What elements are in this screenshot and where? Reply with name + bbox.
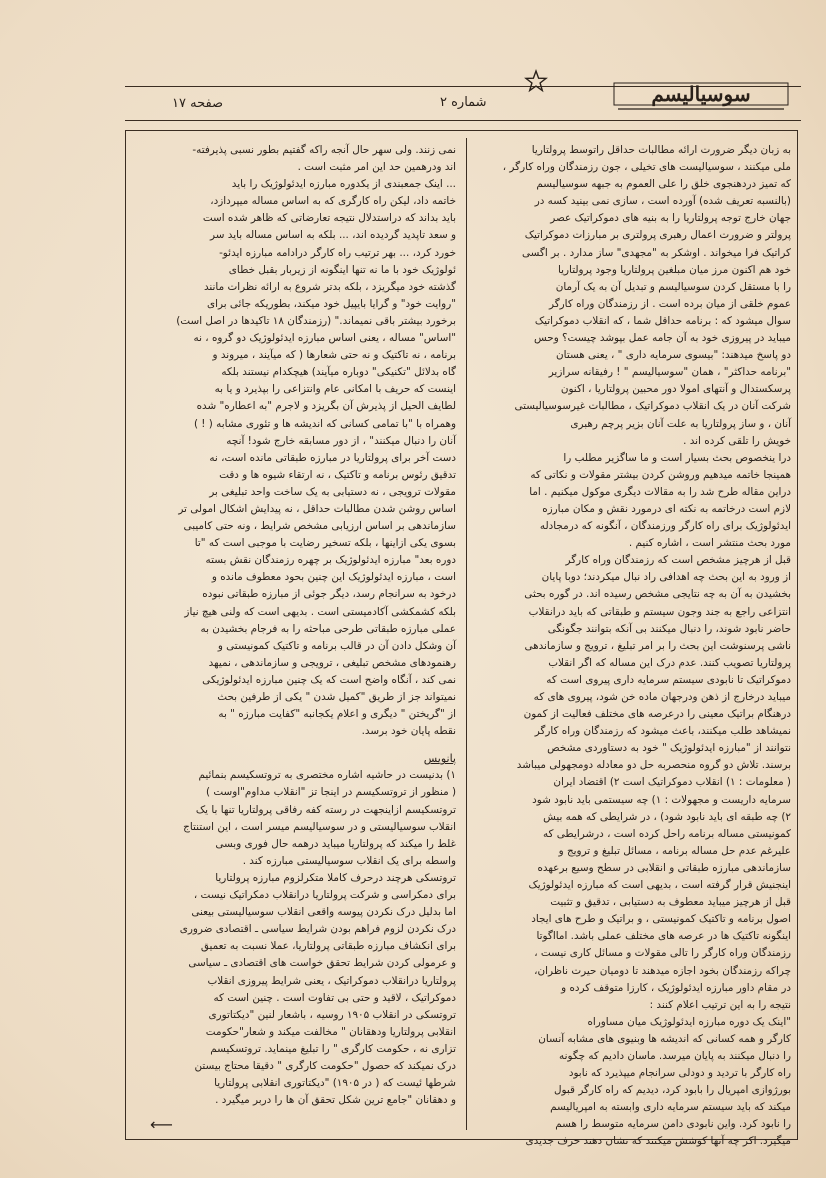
text-line: درا ینخصوص بحث بسیار است و ما ساگزیر مطلب را bbox=[563, 451, 791, 464]
text-line: علیرغم عدم حل مساله برنامه ، مسائل تبلیغ و ترویج و bbox=[558, 844, 791, 857]
text-line: بورژوازی امپریال را بابود کرد، دیدیم که راه کارگر قبول bbox=[554, 1084, 791, 1097]
text-line: پرولتر و ضرورت اعمال رهبری پرولتری بر مبارزات دموکراتیک bbox=[524, 229, 791, 242]
footnote-line: درک نکردن لزوم فراهم بودن شرایط سیاسی ـ اقتصادی ضروری bbox=[179, 923, 456, 936]
text-line: را نابود کرد. واین نابودی دامن سرمایه متوسط را هسم bbox=[555, 1118, 791, 1131]
text-line: لطایف الحیل از پذیرش آن بگریزد و لاجرم "به اعطاره" شده bbox=[196, 400, 456, 413]
text-line: انتزاعی راجع به جند وجون سیستم و طبقاتی که باید درانقلاب bbox=[528, 605, 791, 618]
footnote-line: ۱) بدنیست در حاشیه اشاره مختصری به تروتسکیسم بنمائیم bbox=[198, 769, 456, 782]
text-line: برخورد بیشتر باقی نمیماند." (رزمندگان ۱۸ تاکیدها در اصل است) bbox=[176, 314, 456, 327]
footnote-line: شرطها ئیست که ( در ۱۹۰۵) "دیکتاتوری انقلابی پرولتاریا bbox=[214, 1077, 456, 1090]
text-line: میباید در پیروزی خود به آن جامه عمل بپوشد چیست؟ وحس bbox=[534, 332, 791, 345]
text-line: سازماندهی مبارزه طبقاتی و انقلابی در سطح وسیع برعهده bbox=[537, 861, 791, 874]
text-line: برنامه ، نه تاکتیک و نه حتی شعارها ( که میآیند ، میروند و bbox=[212, 349, 456, 362]
text-line: بسوی یکی ازاینها ، بلکه تسخیر رضایت با موجبی است که "تا bbox=[194, 537, 456, 550]
text-line: ( معلومات : ۱) انقلاب دموکراتیک است ۲) اقتضاد ایران bbox=[553, 776, 791, 789]
text-line: اینجنیش قرار گرفته است ، بدیهی است که مبارزه ایدئولوژیک bbox=[528, 879, 791, 892]
text-line: رزمندگان وراه کارگر را تالی مقولات و مسائل کاری نیست ، bbox=[534, 947, 791, 960]
text-line: آنان را دنبال میکنند" ، از دور مسابقه خارج شود! آنچه bbox=[226, 434, 456, 447]
text-line: نتیجه را به این ترتیب اعلام کنند : bbox=[649, 998, 791, 1011]
text-line: میکند که باید سیستم سرمایه داری وابسته به امپریالیسم bbox=[550, 1101, 791, 1114]
text-line: چراکه رزمندگان بخود اجازه میدهند تا دومیان حیرت ناظران، bbox=[534, 964, 791, 977]
text-line: "اینک یک دوره مبارزه ایدئولوژیک میان مساوراه bbox=[587, 1015, 791, 1028]
text-line: است ، مبارزه ایدئولوژیک این چنین بحود معطوف مانده و bbox=[211, 571, 456, 584]
text-line: بلکه کشمکشی آکادمیستی است . بدیهی است که ولنی هیچ نیاز bbox=[184, 605, 456, 618]
text-line: از ورود به این بحث چه اهدافی راد نبال میکردند؛ دوبا پایان bbox=[541, 571, 791, 584]
text-line: میگیرد. اکر چه آنها کوشش میکنند که نشان دهند حرف جدیدی bbox=[525, 1135, 791, 1148]
text-line: درخود به سرانجام رسد، دیگر جوئی از مبارزه طبقاتی نبوده bbox=[202, 588, 456, 601]
footnote-line: تروتسکی در انقلاب ۱۹۰۵ روسیه ، باشعار لنین "دیکتاتوری bbox=[208, 1008, 456, 1021]
text-line: را دنبال میکنند به پایان میرسد. ماسان دادیم که چگونه bbox=[559, 1049, 791, 1062]
text-line: که تمیز دردهنجوی خلق را علی العموم به جبهه سوسیالیسم bbox=[536, 178, 791, 191]
text-line: حاضر نابود شوند، را دنبال میکنند بی آنکه بتوانند جگونگی bbox=[547, 622, 791, 635]
footnotes-heading: پانویس bbox=[423, 752, 456, 766]
text-line: خود هم اکنون مرز میان مبلغین پرولتاریا وجود پرولتاریا bbox=[557, 263, 791, 276]
text-line: و سعد تاپدید گردیده اند، ... بلکه به اساس مساله باید سر bbox=[210, 229, 456, 242]
text-line: نمی کند ، آنگاه واضح است که یک چنین مبارزه ایدئولوژیکی bbox=[202, 673, 456, 686]
text-line: لازم است درخاتمه به نکته ای درمورد نقش و مکان مبارزه bbox=[542, 502, 791, 515]
text-line: آنان ، و ساز پرولتاریا به علت آنان بزیر پرچم رهبری bbox=[570, 417, 791, 430]
text-line: باید بداند که دراستدلال نتیجه تعارضاتی که ظاهر شده است bbox=[202, 212, 456, 225]
text-line: رهنمودهای مشخص تبلیغی ، ترویجی و سازماندهی ، نمیهد bbox=[208, 656, 456, 669]
column-divider bbox=[466, 138, 467, 1130]
text-line: سرمایه داریست و مجهولات : ۱) چه سیستمی باید نابود شود bbox=[532, 793, 791, 806]
text-line: دوره بعد" مبارزه ایدئولوژیک بر چهره رزمندگان نقش بسته bbox=[205, 554, 456, 567]
text-line: ایدئولوژیک برای راه کارگر ورزمندگان ، آنگونه که درمجادله bbox=[539, 520, 791, 533]
footnote-line: و دهقانان "جامع ترین شکل تحقق آن ها را دربر میگیرد . bbox=[215, 1094, 456, 1107]
text-line: مورد بحث منتشر است ، اشاره کنیم . bbox=[628, 537, 791, 550]
text-line: پرسکستدال و آنتهای امولا دور محبین پرولتاریا ، اکنون bbox=[560, 383, 791, 396]
text-line: سوال میشود که : برنامه حداقل شما ، که انقلاب دموکراتیک bbox=[534, 314, 791, 327]
text-line: ئولوژیک خود با ما نه تنها اینگونه از زیربار بقبل خطای bbox=[228, 263, 456, 276]
footnote-line: انقلاب سوسیالیستی و در سوسیالیسم میسر است ، این استنتاج bbox=[183, 820, 456, 833]
text-line: پرولتاریا تصویب کنند. عدم درک این مساله که اگر انقلاب bbox=[548, 656, 791, 669]
footnote-line: تروتسکی هرچند درحرف کاملا متکرلزوم مبارزه پرولتاریا bbox=[215, 871, 456, 884]
text-line: راه کارگر با تردید و دودلی سرانجام میپذیرد که نابود bbox=[568, 1067, 791, 1080]
footnote-line: درک نمیکند که حصول "حکومت کارگری " دقیقا محتاج بیستن bbox=[194, 1059, 456, 1072]
text-line: دموکراتیک تا نابودی سیستم سرمایه داری پیروی است که bbox=[546, 673, 791, 686]
text-line: "روایت خود" و گرایا بایپیل خود میکند، بطوریکه جائی برای bbox=[206, 297, 456, 310]
text-line: کارگر و همه کسانی که اندیشه ها وبنیوی های مشابه آنسان bbox=[538, 1032, 791, 1045]
text-line: نقطه پایان خود برسد. bbox=[361, 725, 456, 738]
text-line: همینجا خاتمه میدهیم وروشن کردن بیشتر مقولات و نکاتی که bbox=[530, 468, 791, 481]
text-line: کراتیک فرا میخواند . اوشکر به "مجهدی" ساز مدارد . بر اگسی bbox=[521, 246, 791, 259]
right-column bbox=[477, 142, 791, 1148]
left-column bbox=[134, 142, 456, 1132]
footnote-line: تروتسکیسم ازاینجهت در رسته کفه رفاقی پرولتاریا تنها با یک bbox=[195, 803, 456, 816]
text-line: ۲) چه طبقه ای باید نابود شود) ، در شرایطی که همه بیش bbox=[543, 810, 791, 823]
text-line: خاتمه داد، لیکن راه کارگری که به اساس مساله میپردازد، bbox=[210, 195, 456, 208]
text-line: اینگونه تاکتیک ها در عرصه های مختلف عملی باشد. امااگوتا bbox=[536, 930, 791, 943]
header-rule-bottom bbox=[125, 120, 801, 121]
footnote-line: و عرمولی کردن شرایط تحقق خواست های اقتصادی ـ سیاسی bbox=[188, 957, 456, 970]
footnote-line: تزاری نه ، حکومت کارگری " را تبلیغ مینماید. تروتسکیسم bbox=[210, 1042, 456, 1055]
text-line: قبل از هرچیز مشخص است که رزمندگان وراه کارگر bbox=[565, 554, 791, 567]
text-line: اینست که حریف با امکانی عام وانتزاعی را بپذیرد و یا به bbox=[214, 383, 456, 396]
text-line: از "گریختن " دیگری و اعلام یکجانبه "کفایت مبارزه " به bbox=[218, 708, 456, 721]
text-line: کمونیستی مساله برنامه راحل کرده است ، درشرایطی که bbox=[542, 827, 791, 840]
text-line: خویش را تلقی کرده اند . bbox=[683, 434, 791, 447]
text-line: ملی میکنند ، سوسیالیست های تخیلی ، جون رزمندگان وراه کارگر ، bbox=[502, 161, 791, 174]
text-line: دست آخر برای پرولتاریا در مبارزه طبقاتی مانده است، نه bbox=[209, 451, 456, 464]
masthead-logo bbox=[612, 69, 790, 117]
text-line: (بالنسبه تعریف شده) آورده است ، سازی نمی بینید کسه در bbox=[534, 195, 791, 208]
text-line: نمیشاهد طلب میکنند، باعث میشود که رزمندگان وراه کارگر bbox=[534, 725, 791, 738]
text-line: در مقام داور مبارزه ایدئولوژیک ، کارزا متوقف کرده و bbox=[561, 981, 791, 994]
issue-number: شماره ۲ bbox=[440, 95, 487, 110]
text-line: دو پاسخ میدهند: "بیسوی سرمایه داری " ، یعنی هستان bbox=[556, 349, 791, 362]
star-icon bbox=[525, 70, 547, 92]
text-line: نتوانند از "مبارزه ایدئولوژیک " خود به دستاوردی مشخص bbox=[547, 742, 791, 755]
text-line: را با مستقل کردن سوسیالیسم و تبدیل آن به یک آرمان bbox=[555, 280, 791, 293]
text-line: درهنگام براتیک معینی را درعرصه های مختلف فعالیت از کمون bbox=[523, 708, 791, 721]
text-line: خورد کرد، ... بهر ترتیب راه کارگر درادامه مبارزه ایدئو- bbox=[219, 246, 456, 259]
text-line: گاه بدلائل "تکنیکی" دوباره میآیند) هیچکدام نیستند بلکه bbox=[221, 366, 456, 379]
footnote-line: انقلابی پرولتاریا ودهقانان " مخالفت میکند و شعار"حکومت bbox=[205, 1025, 456, 1038]
text-line: وهمراه با "با تمامی کسانی که اندیشه ها و تئوری مشابه ( ! ) bbox=[193, 417, 456, 430]
footnote-line: اما بدلیل درک نکردن پیوسه واقعی انقلاب سوسیالیستی بیعنی bbox=[191, 906, 456, 919]
text-line: قبل از هرچیز میباید معطوف به دستیابی ، تدقیق و تثبیت bbox=[550, 896, 791, 909]
text-line: اند ودرهمین حد این امر مثبت است . bbox=[297, 161, 456, 174]
footnote-line: ( منظور از تروتسکیسم در اینجا تز "انقلاب مداوم"اوست ) bbox=[205, 786, 456, 799]
text-line: اصول برنامه و تاکتیک کمونیستی ، و براتیک و طرح های ایجاد bbox=[531, 913, 791, 926]
text-line: دراین مقاله طرح شد را به مقالات دیگری موکول میکنیم . اما bbox=[529, 485, 791, 498]
text-line: "اساس" مساله ، یعنی اساس مبارزه ایدئولوژیک دو گروه ، نه bbox=[193, 332, 456, 345]
text-line: میباید درخارج از ذهن ودرجهان ماده خن شود، پیروی های که bbox=[533, 691, 791, 703]
footnote-line: برای انکشاف مبارزه طبقاتی پرولتاریا، عملا نسبت به تعمیق bbox=[200, 940, 456, 953]
text-line: شرکت آنان در یک انقلاب دموکراتیک ، مطالبات غیرسوسیالیستی bbox=[514, 400, 791, 413]
text-line: نمی زنند. ولی سهر حال آنجه راکه گفتیم بطور نسبی پذیرفته- bbox=[192, 144, 456, 156]
text-line: تدقیق رئوس برنامه و تاکتیک ، نه ارتقاء شیوه ها و دقت bbox=[219, 468, 456, 481]
text-line: جهان خارج توجه پرولتاریا را به بنیه های دموکراتیک عصر bbox=[550, 212, 791, 225]
text-line: عموم خلقی از میان برده است . از رزمندگان وراه کارگر bbox=[548, 297, 791, 310]
footnote-line: برای دمکراسی و شرکت پرولتاریا درانقلاب دمکراتیک نیست ، bbox=[193, 889, 456, 902]
footnote-line: دموکراتیک ، لاقید و حتی بی تفاوت است . چنین است که bbox=[213, 991, 456, 1004]
text-line: مقولات ترویجی ، نه دستیابی به یک ساخت واحد تبلیغی بر bbox=[209, 485, 456, 498]
continue-arrow-icon: ⟵ bbox=[150, 1115, 173, 1134]
text-line: سازماندهی بر اساس ارزیابی مشخص شرایط ، ونه حتی کامیبی bbox=[183, 520, 456, 533]
footnote-line: غلط را میکند که پرولتاریا میباید درهمه حال فوری وبسی bbox=[215, 837, 456, 850]
text-line: ... اینک جمعبندی از یکدوره مبارزه ایدئولوژیک را باید bbox=[231, 178, 456, 191]
text-line: گذشته خود میگریزد ، بلکه بدتر شروع به ارائه نظرات مانند bbox=[203, 280, 456, 293]
text-line: عملی مبارزه طبقاتی طرحی مباحثه را به فرجام بخشیدن به bbox=[200, 622, 456, 635]
logo-text: سوسیالیسم bbox=[651, 82, 751, 106]
text-line: به زبان دیگر ضرورت ارائه مطالبات حداقل راتوسط پرولتاریا bbox=[531, 144, 791, 156]
footnote-line: واسطه برای یک انقلاب سوسیالیستی مبارزه کند . bbox=[242, 854, 456, 867]
text-line: نمیتواند جز از طریق "کمیل شدن " یکی از طرفین بحث bbox=[217, 691, 456, 703]
page-number: صفحه ۱۷ bbox=[172, 96, 224, 111]
text-line: بخشیدن به آن به چه نتایجی مشخص رسیده اند. در گوره بحثی bbox=[524, 588, 791, 601]
text-line: برسند. تلاش دو گروه منحصربه حل دو معادله دومجهولی میباشد bbox=[516, 759, 791, 772]
text-line: آن وشکل دادن آن در قالب برنامه و تاکتیک کمونیستی و bbox=[217, 639, 456, 652]
text-line: "برنامه حداکثر" ، همان "سوسیالیسم " ! رفیقانه سرازیر bbox=[548, 366, 791, 379]
footnote-line: پرولتاریا درانقلاب دموکراتیک ، یعنی شرایط پیروزی انقلاب bbox=[207, 974, 456, 987]
text-line: اساس روشن شدن مطالبات حداقل ، نه پیدایش اشکال امولی تر bbox=[178, 502, 456, 515]
text-line: ناشی پرسنوشت این بحث را بر امر تبلیغ ، ترویج و سازماندهی bbox=[524, 639, 791, 652]
